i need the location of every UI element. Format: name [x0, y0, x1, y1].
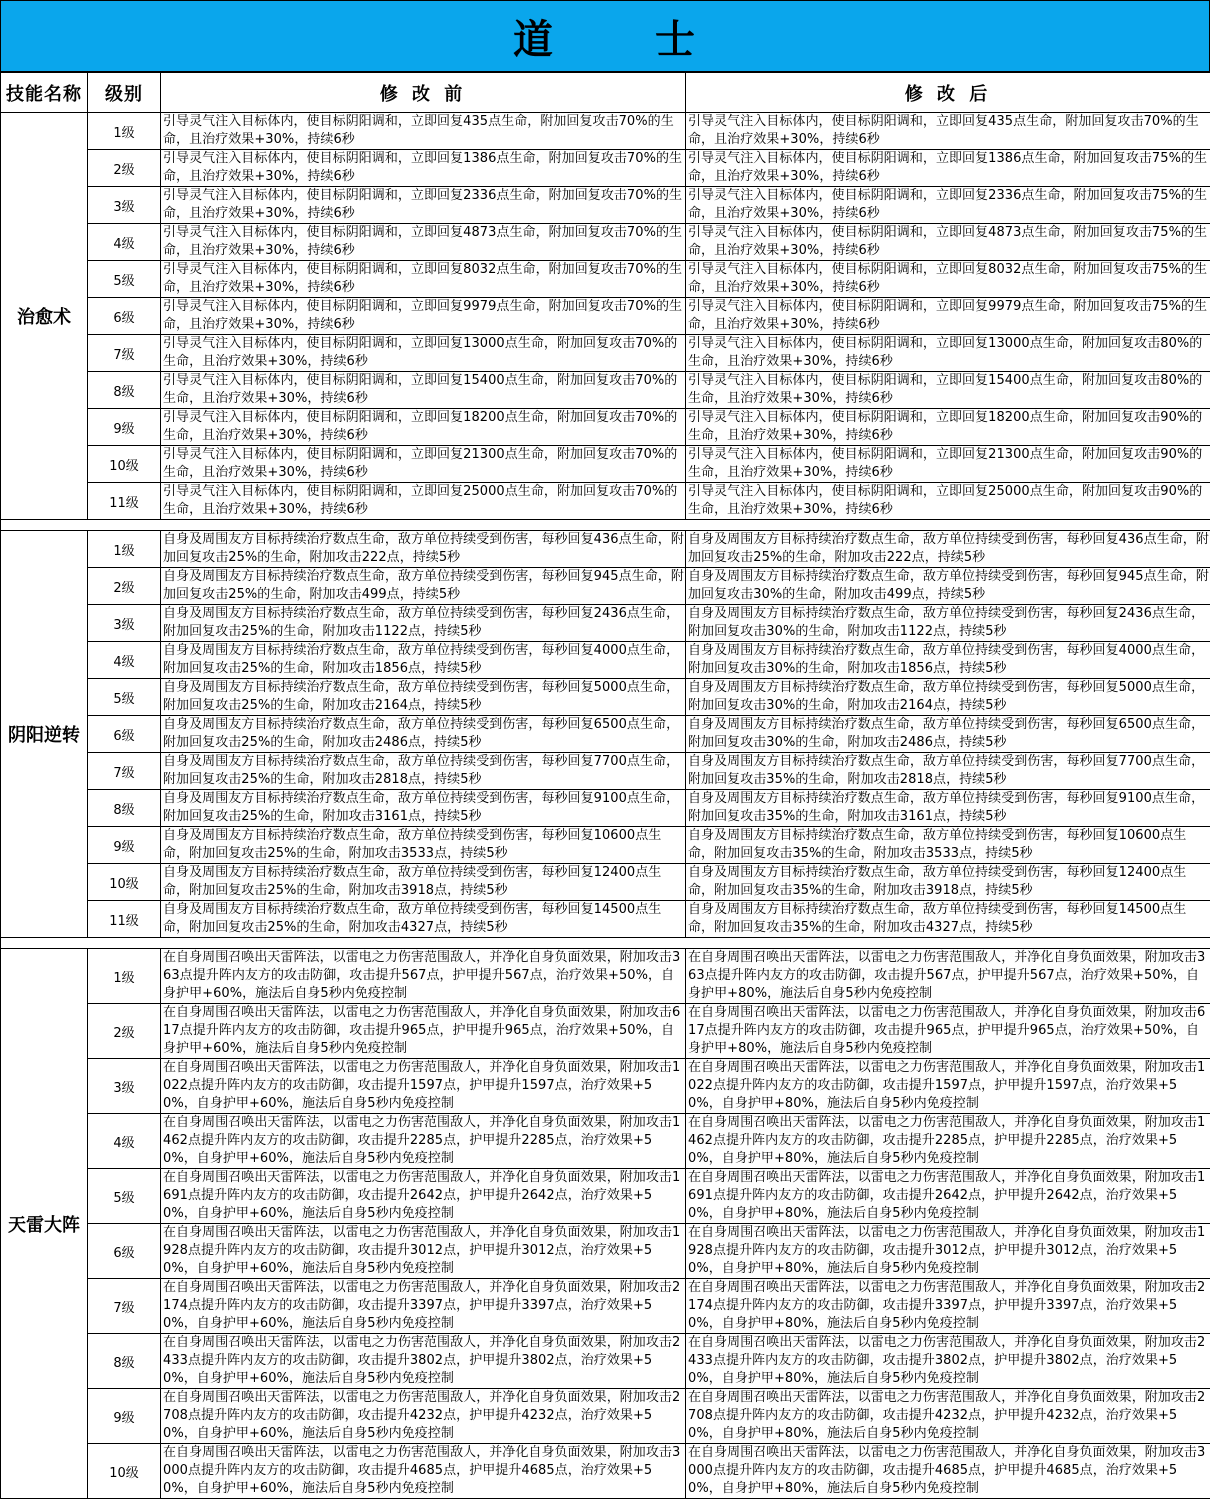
table-row	[1, 1114, 1210, 1169]
level-cell: 5级	[88, 1169, 161, 1224]
before-description-cell: 自身及周围友方目标持续治疗数点生命，敌方单位持续受到伤害，每秒回复14500点生命，附加回复攻击25%的生命，附加攻击4327点，持续5秒	[161, 901, 686, 938]
level-cell: 2级	[88, 1004, 161, 1059]
level-cell: 7级	[88, 1279, 161, 1334]
level-cell: 4级	[88, 642, 161, 679]
after-description-cell: 引导灵气注入目标体内，使目标阴阳调和，立即回复9979点生命，附加回复攻击75%的生命，且治疗效果+30%，持续6秒	[686, 298, 1210, 335]
after-description-cell: 引导灵气注入目标体内，使目标阴阳调和，立即回复1386点生命，附加回复攻击75%的生命，且治疗效果+30%，持续6秒	[686, 150, 1210, 187]
table-row	[1, 187, 1210, 224]
table-row	[1, 261, 1210, 298]
after-description-cell: 在自身周围召唤出天雷阵法，以雷电之力伤害范围敌人，并净化自身负面效果，附加攻击617点提升阵内友方的攻击防御，攻击提升965点，护甲提升965点，治疗效果+50%，自身护甲+80%，施法后自身5秒内免疫控制	[686, 1004, 1210, 1059]
level-cell: 10级	[88, 446, 161, 483]
table-row	[1, 1224, 1210, 1279]
table-row	[1, 790, 1210, 827]
after-description-cell: 在自身周围召唤出天雷阵法，以雷电之力伤害范围敌人，并净化自身负面效果，附加攻击2174点提升阵内友方的攻击防御，攻击提升3397点，护甲提升3397点，治疗效果+50%，自身护甲+80%，施法后自身5秒内免疫控制	[686, 1279, 1210, 1334]
before-description-cell: 引导灵气注入目标体内，使目标阴阳调和，立即回复1386点生命，附加回复攻击70%的生命，且治疗效果+30%，持续6秒	[161, 150, 686, 187]
table-row	[1, 642, 1210, 679]
level-cell: 2级	[88, 150, 161, 187]
after-description-cell: 引导灵气注入目标体内，使目标阴阳调和，立即回复2336点生命，附加回复攻击75%的生命，且治疗效果+30%，持续6秒	[686, 187, 1210, 224]
table-row	[1, 827, 1210, 864]
skill-name-cell: 治愈术	[1, 113, 88, 520]
page-title	[0, 0, 1210, 72]
after-description-cell: 自身及周围友方目标持续治疗数点生命，敌方单位持续受到伤害，每秒回复9100点生命，附加回复攻击35%的生命，附加攻击3161点，持续5秒	[686, 790, 1210, 827]
level-cell: 9级	[88, 1389, 161, 1444]
separator-cell	[1, 938, 1210, 949]
after-description-cell: 自身及周围友方目标持续治疗数点生命，敌方单位持续受到伤害，每秒回复12400点生命，附加回复攻击35%的生命，附加攻击3918点，持续5秒	[686, 864, 1210, 901]
level-cell: 11级	[88, 901, 161, 938]
level-cell: 5级	[88, 679, 161, 716]
level-cell: 9级	[88, 409, 161, 446]
level-cell: 11级	[88, 483, 161, 520]
before-description-cell: 自身及周围友方目标持续治疗数点生命，敌方单位持续受到伤害，每秒回复5000点生命，附加回复攻击25%的生命，附加攻击2164点，持续5秒	[161, 679, 686, 716]
section-separator	[1, 520, 1210, 531]
table-row	[1, 605, 1210, 642]
table-row	[1, 753, 1210, 790]
after-description-cell: 自身及周围友方目标持续治疗数点生命，敌方单位持续受到伤害，每秒回复4000点生命，附加回复攻击30%的生命，附加攻击1856点，持续5秒	[686, 642, 1210, 679]
after-description-cell: 引导灵气注入目标体内，使目标阴阳调和，立即回复13000点生命，附加回复攻击80%的生命，且治疗效果+30%，持续6秒	[686, 335, 1210, 372]
skill-name-cell: 天雷大阵	[1, 949, 88, 1499]
before-description-cell: 自身及周围友方目标持续治疗数点生命，敌方单位持续受到伤害，每秒回复4000点生命，附加回复攻击25%的生命，附加攻击1856点，持续5秒	[161, 642, 686, 679]
table-row	[1, 716, 1210, 753]
skill-change-table	[0, 72, 1210, 1499]
table-row	[1, 1279, 1210, 1334]
before-description-cell: 引导灵气注入目标体内，使目标阴阳调和，立即回复21300点生命，附加回复攻击70%的生命，且治疗效果+30%，持续6秒	[161, 446, 686, 483]
table-row	[1, 372, 1210, 409]
table-row	[1, 409, 1210, 446]
before-description-cell: 引导灵气注入目标体内，使目标阴阳调和，立即回复8032点生命，附加回复攻击70%的生命，且治疗效果+30%，持续6秒	[161, 261, 686, 298]
after-description-cell: 在自身周围召唤出天雷阵法，以雷电之力伤害范围敌人，并净化自身负面效果，附加攻击2708点提升阵内友方的攻击防御，攻击提升4232点，护甲提升4232点，治疗效果+50%，自身护甲+80%，施法后自身5秒内免疫控制	[686, 1389, 1210, 1444]
after-description-cell: 自身及周围友方目标持续治疗数点生命，敌方单位持续受到伤害，每秒回复10600点生命，附加回复攻击35%的生命，附加攻击3533点，持续5秒	[686, 827, 1210, 864]
before-description-cell: 在自身周围召唤出天雷阵法，以雷电之力伤害范围敌人，并净化自身负面效果，附加攻击1462点提升阵内友方的攻击防御，攻击提升2285点，护甲提升2285点，治疗效果+50%，自身护甲+60%，施法后自身5秒内免疫控制	[161, 1114, 686, 1169]
table-row	[1, 531, 1210, 568]
level-cell: 1级	[88, 949, 161, 1004]
before-description-cell: 在自身周围召唤出天雷阵法，以雷电之力伤害范围敌人，并净化自身负面效果，附加攻击2174点提升阵内友方的攻击防御，攻击提升3397点，护甲提升3397点，治疗效果+50%，自身护甲+60%，施法后自身5秒内免疫控制	[161, 1279, 686, 1334]
table-row	[1, 335, 1210, 372]
after-description-cell: 引导灵气注入目标体内，使目标阴阳调和，立即回复4873点生命，附加回复攻击75%的生命，且治疗效果+30%，持续6秒	[686, 224, 1210, 261]
before-description-cell: 自身及周围友方目标持续治疗数点生命，敌方单位持续受到伤害，每秒回复12400点生命，附加回复攻击25%的生命，附加攻击3918点，持续5秒	[161, 864, 686, 901]
after-description-cell: 引导灵气注入目标体内，使目标阴阳调和，立即回复8032点生命，附加回复攻击75%的生命，且治疗效果+30%，持续6秒	[686, 261, 1210, 298]
header-skill-name: 技能名称	[1, 73, 88, 113]
before-description-cell: 引导灵气注入目标体内，使目标阴阳调和，立即回复2336点生命，附加回复攻击70%的生命，且治疗效果+30%，持续6秒	[161, 187, 686, 224]
before-description-cell: 引导灵气注入目标体内，使目标阴阳调和，立即回复13000点生命，附加回复攻击70%的生命，且治疗效果+30%，持续6秒	[161, 335, 686, 372]
level-cell: 1级	[88, 113, 161, 150]
before-description-cell: 引导灵气注入目标体内，使目标阴阳调和，立即回复18200点生命，附加回复攻击70%的生命，且治疗效果+30%，持续6秒	[161, 409, 686, 446]
level-cell: 3级	[88, 187, 161, 224]
after-description-cell: 在自身周围召唤出天雷阵法，以雷电之力伤害范围敌人，并净化自身负面效果，附加攻击1928点提升阵内友方的攻击防御，攻击提升3012点，护甲提升3012点，治疗效果+50%，自身护甲+80%，施法后自身5秒内免疫控制	[686, 1224, 1210, 1279]
table-row	[1, 1334, 1210, 1389]
before-description-cell: 在自身周围召唤出天雷阵法，以雷电之力伤害范围敌人，并净化自身负面效果，附加攻击3000点提升阵内友方的攻击防御，攻击提升4685点，护甲提升4685点，治疗效果+50%，自身护甲+60%，施法后自身5秒内免疫控制	[161, 1444, 686, 1499]
before-description-cell: 在自身周围召唤出天雷阵法，以雷电之力伤害范围敌人，并净化自身负面效果，附加攻击617点提升阵内友方的攻击防御，攻击提升965点，护甲提升965点，治疗效果+50%，自身护甲+60%，施法后自身5秒内免疫控制	[161, 1004, 686, 1059]
before-description-cell: 在自身周围召唤出天雷阵法，以雷电之力伤害范围敌人，并净化自身负面效果，附加攻击2433点提升阵内友方的攻击防御，攻击提升3802点，护甲提升3802点，治疗效果+50%，自身护甲+60%，施法后自身5秒内免疫控制	[161, 1334, 686, 1389]
after-description-cell: 自身及周围友方目标持续治疗数点生命，敌方单位持续受到伤害，每秒回复7700点生命，附加回复攻击35%的生命，附加攻击2818点，持续5秒	[686, 753, 1210, 790]
level-cell: 4级	[88, 224, 161, 261]
after-description-cell: 在自身周围召唤出天雷阵法，以雷电之力伤害范围敌人，并净化自身负面效果，附加攻击2433点提升阵内友方的攻击防御，攻击提升3802点，护甲提升3802点，治疗效果+50%，自身护甲+80%，施法后自身5秒内免疫控制	[686, 1334, 1210, 1389]
after-description-cell: 在自身周围召唤出天雷阵法，以雷电之力伤害范围敌人，并净化自身负面效果，附加攻击3000点提升阵内友方的攻击防御，攻击提升4685点，护甲提升4685点，治疗效果+50%，自身护甲+80%，施法后自身5秒内免疫控制	[686, 1444, 1210, 1499]
level-cell: 1级	[88, 531, 161, 568]
level-cell: 4级	[88, 1114, 161, 1169]
after-description-cell: 自身及周围友方目标持续治疗数点生命，敌方单位持续受到伤害，每秒回复14500点生命，附加回复攻击35%的生命，附加攻击4327点，持续5秒	[686, 901, 1210, 938]
before-description-cell: 引导灵气注入目标体内，使目标阴阳调和，立即回复9979点生命，附加回复攻击70%的生命，且治疗效果+30%，持续6秒	[161, 298, 686, 335]
before-description-cell: 自身及周围友方目标持续治疗数点生命，敌方单位持续受到伤害，每秒回复7700点生命，附加回复攻击25%的生命，附加攻击2818点，持续5秒	[161, 753, 686, 790]
before-description-cell: 引导灵气注入目标体内，使目标阴阳调和，立即回复25000点生命，附加回复攻击70%的生命，且治疗效果+30%，持续6秒	[161, 483, 686, 520]
table-row	[1, 224, 1210, 261]
table-row	[1, 150, 1210, 187]
header-after: 修 改 后	[686, 73, 1210, 113]
after-description-cell: 引导灵气注入目标体内，使目标阴阳调和，立即回复25000点生命，附加回复攻击90%的生命，且治疗效果+30%，持续6秒	[686, 483, 1210, 520]
after-description-cell: 引导灵气注入目标体内，使目标阴阳调和，立即回复15400点生命，附加回复攻击80%的生命，且治疗效果+30%，持续6秒	[686, 372, 1210, 409]
table-body	[1, 113, 1210, 1499]
skill-name-cell: 阴阳逆转	[1, 531, 88, 938]
before-description-cell: 自身及周围友方目标持续治疗数点生命，敌方单位持续受到伤害，每秒回复945点生命，附加回复攻击25%的生命，附加攻击499点，持续5秒	[161, 568, 686, 605]
separator-cell	[1, 520, 1210, 531]
level-cell: 10级	[88, 1444, 161, 1499]
table-row	[1, 901, 1210, 938]
after-description-cell: 在自身周围召唤出天雷阵法，以雷电之力伤害范围敌人，并净化自身负面效果，附加攻击1462点提升阵内友方的攻击防御，攻击提升2285点，护甲提升2285点，治疗效果+50%，自身护甲+80%，施法后自身5秒内免疫控制	[686, 1114, 1210, 1169]
level-cell: 3级	[88, 605, 161, 642]
before-description-cell: 在自身周围召唤出天雷阵法，以雷电之力伤害范围敌人，并净化自身负面效果，附加攻击1928点提升阵内友方的攻击防御，攻击提升3012点，护甲提升3012点，治疗效果+50%，自身护甲+60%，施法后自身5秒内免疫控制	[161, 1224, 686, 1279]
table-row	[1, 113, 1210, 150]
after-description-cell: 在自身周围召唤出天雷阵法，以雷电之力伤害范围敌人，并净化自身负面效果，附加攻击1691点提升阵内友方的攻击防御，攻击提升2642点，护甲提升2642点，治疗效果+50%，自身护甲+80%，施法后自身5秒内免疫控制	[686, 1169, 1210, 1224]
table-row	[1, 1169, 1210, 1224]
level-cell: 6级	[88, 298, 161, 335]
table-row	[1, 446, 1210, 483]
after-description-cell: 引导灵气注入目标体内，使目标阴阳调和，立即回复18200点生命，附加回复攻击90%的生命，且治疗效果+30%，持续6秒	[686, 409, 1210, 446]
level-cell: 7级	[88, 335, 161, 372]
after-description-cell: 在自身周围召唤出天雷阵法，以雷电之力伤害范围敌人，并净化自身负面效果，附加攻击1022点提升阵内友方的攻击防御，攻击提升1597点，护甲提升1597点，治疗效果+50%，自身护甲+80%，施法后自身5秒内免疫控制	[686, 1059, 1210, 1114]
level-cell: 9级	[88, 827, 161, 864]
table-row	[1, 864, 1210, 901]
level-cell: 8级	[88, 790, 161, 827]
after-description-cell: 自身及周围友方目标持续治疗数点生命，敌方单位持续受到伤害，每秒回复436点生命，附加回复攻击25%的生命，附加攻击222点，持续5秒	[686, 531, 1210, 568]
level-cell: 6级	[88, 1224, 161, 1279]
before-description-cell: 引导灵气注入目标体内，使目标阴阳调和，立即回复15400点生命，附加回复攻击70%的生命，且治疗效果+30%，持续6秒	[161, 372, 686, 409]
level-cell: 7级	[88, 753, 161, 790]
before-description-cell: 自身及周围友方目标持续治疗数点生命，敌方单位持续受到伤害，每秒回复9100点生命，附加回复攻击25%的生命，附加攻击3161点，持续5秒	[161, 790, 686, 827]
table-row	[1, 298, 1210, 335]
header-level: 级别	[88, 73, 161, 113]
section-separator	[1, 938, 1210, 949]
table-row	[1, 1059, 1210, 1114]
after-description-cell: 在自身周围召唤出天雷阵法，以雷电之力伤害范围敌人，并净化自身负面效果，附加攻击363点提升阵内友方的攻击防御，攻击提升567点，护甲提升567点，治疗效果+50%，自身护甲+80%，施法后自身5秒内免疫控制	[686, 949, 1210, 1004]
title-left-char: 道	[513, 8, 555, 65]
before-description-cell: 在自身周围召唤出天雷阵法，以雷电之力伤害范围敌人，并净化自身负面效果，附加攻击2708点提升阵内友方的攻击防御，攻击提升4232点，护甲提升4232点，治疗效果+50%，自身护甲+60%，施法后自身5秒内免疫控制	[161, 1389, 686, 1444]
before-description-cell: 自身及周围友方目标持续治疗数点生命，敌方单位持续受到伤害，每秒回复436点生命，附加回复攻击25%的生命，附加攻击222点，持续5秒	[161, 531, 686, 568]
table-row	[1, 1444, 1210, 1499]
level-cell: 6级	[88, 716, 161, 753]
header-before: 修 改 前	[161, 73, 686, 113]
level-cell: 8级	[88, 372, 161, 409]
table-row	[1, 949, 1210, 1004]
before-description-cell: 引导灵气注入目标体内，使目标阴阳调和，立即回复435点生命，附加回复攻击70%的生命，且治疗效果+30%，持续6秒	[161, 113, 686, 150]
before-description-cell: 在自身周围召唤出天雷阵法，以雷电之力伤害范围敌人，并净化自身负面效果，附加攻击363点提升阵内友方的攻击防御，攻击提升567点，护甲提升567点，治疗效果+50%，自身护甲+60%，施法后自身5秒内免疫控制	[161, 949, 686, 1004]
level-cell: 10级	[88, 864, 161, 901]
level-cell: 5级	[88, 261, 161, 298]
after-description-cell: 引导灵气注入目标体内，使目标阴阳调和，立即回复21300点生命，附加回复攻击90%的生命，且治疗效果+30%，持续6秒	[686, 446, 1210, 483]
level-cell: 8级	[88, 1334, 161, 1389]
level-cell: 3级	[88, 1059, 161, 1114]
before-description-cell: 引导灵气注入目标体内，使目标阴阳调和，立即回复4873点生命，附加回复攻击70%的生命，且治疗效果+30%，持续6秒	[161, 224, 686, 261]
table-row	[1, 1389, 1210, 1444]
table-row	[1, 679, 1210, 716]
table-row	[1, 1004, 1210, 1059]
before-description-cell: 自身及周围友方目标持续治疗数点生命，敌方单位持续受到伤害，每秒回复2436点生命，附加回复攻击25%的生命，附加攻击1122点，持续5秒	[161, 605, 686, 642]
after-description-cell: 自身及周围友方目标持续治疗数点生命，敌方单位持续受到伤害，每秒回复5000点生命，附加回复攻击30%的生命，附加攻击2164点，持续5秒	[686, 679, 1210, 716]
table-row	[1, 483, 1210, 520]
after-description-cell: 自身及周围友方目标持续治疗数点生命，敌方单位持续受到伤害，每秒回复945点生命，附加回复攻击30%的生命，附加攻击499点，持续5秒	[686, 568, 1210, 605]
after-description-cell: 自身及周围友方目标持续治疗数点生命，敌方单位持续受到伤害，每秒回复2436点生命，附加回复攻击30%的生命，附加攻击1122点，持续5秒	[686, 605, 1210, 642]
before-description-cell: 自身及周围友方目标持续治疗数点生命，敌方单位持续受到伤害，每秒回复10600点生命，附加回复攻击25%的生命，附加攻击3533点，持续5秒	[161, 827, 686, 864]
table-row	[1, 568, 1210, 605]
before-description-cell: 自身及周围友方目标持续治疗数点生命，敌方单位持续受到伤害，每秒回复6500点生命，附加回复攻击25%的生命，附加攻击2486点，持续5秒	[161, 716, 686, 753]
before-description-cell: 在自身周围召唤出天雷阵法，以雷电之力伤害范围敌人，并净化自身负面效果，附加攻击1691点提升阵内友方的攻击防御，攻击提升2642点，护甲提升2642点，治疗效果+50%，自身护甲+60%，施法后自身5秒内免疫控制	[161, 1169, 686, 1224]
level-cell: 2级	[88, 568, 161, 605]
title-right-char: 士	[655, 8, 697, 65]
header-row	[1, 73, 1210, 113]
after-description-cell: 自身及周围友方目标持续治疗数点生命，敌方单位持续受到伤害，每秒回复6500点生命，附加回复攻击30%的生命，附加攻击2486点，持续5秒	[686, 716, 1210, 753]
after-description-cell: 引导灵气注入目标体内，使目标阴阳调和，立即回复435点生命，附加回复攻击70%的生命，且治疗效果+30%，持续6秒	[686, 113, 1210, 150]
before-description-cell: 在自身周围召唤出天雷阵法，以雷电之力伤害范围敌人，并净化自身负面效果，附加攻击1022点提升阵内友方的攻击防御，攻击提升1597点，护甲提升1597点，治疗效果+50%，自身护甲+60%，施法后自身5秒内免疫控制	[161, 1059, 686, 1114]
